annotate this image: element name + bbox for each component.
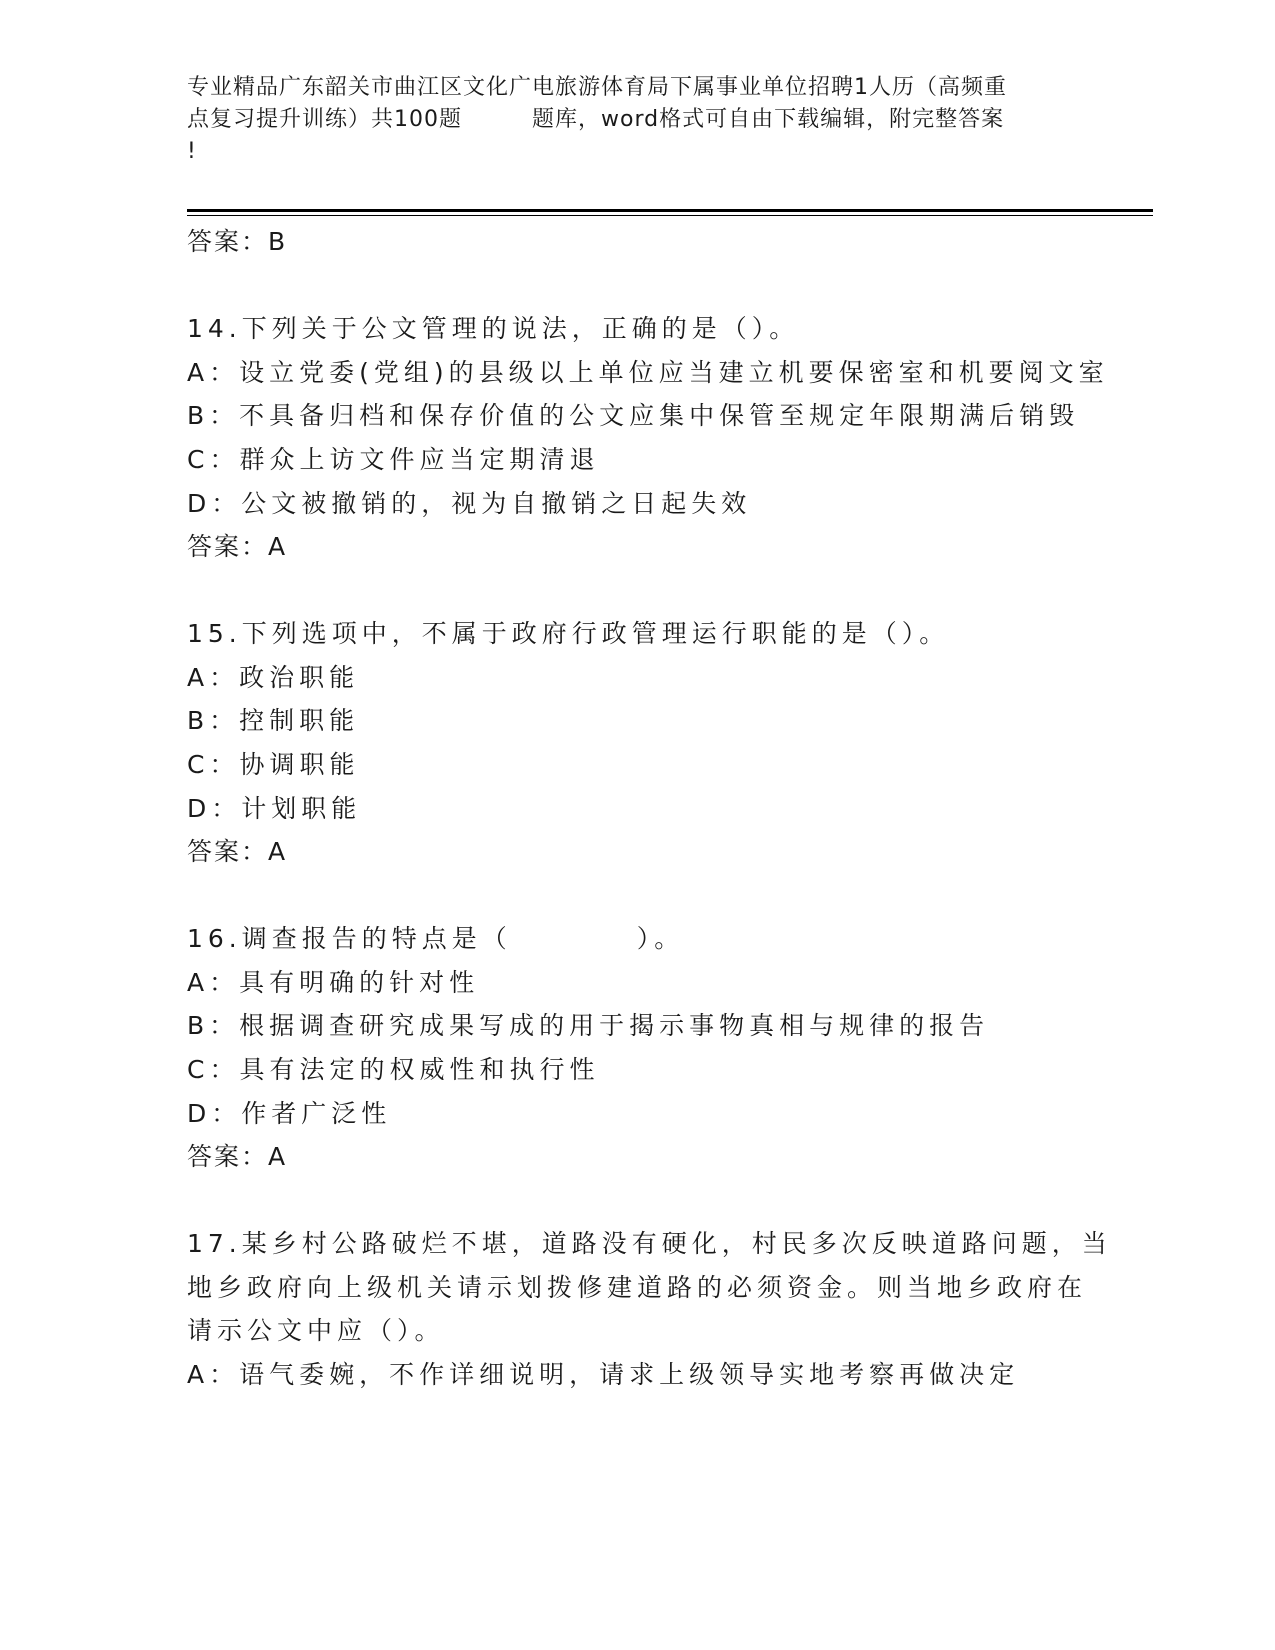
question-14-answer: 答案：A bbox=[187, 532, 288, 561]
question-17-stem-line-2: 地乡政府向上级机关请示划拨修建道路的必须资金。则当地乡政府在 bbox=[187, 1273, 1088, 1302]
header-divider-thick bbox=[187, 209, 1153, 212]
header-line-2a: 点复习提升训练）共100题 bbox=[187, 107, 462, 132]
question-16-answer: 答案：A bbox=[187, 1142, 288, 1171]
header-line-2b: 题库，word格式可自由下载编辑，附完整答案 bbox=[532, 107, 1005, 132]
question-16-stem bbox=[187, 923, 684, 955]
header-divider-thin bbox=[187, 215, 1153, 216]
question-15-answer: 答案：A bbox=[187, 837, 288, 866]
question-16-stem-part-1: 16.调查报告的特点是（ bbox=[187, 924, 512, 953]
header-line-2 bbox=[187, 104, 1087, 136]
question-15-stem: 15.下列选项中，不属于政府行政管理运行职能的是（）。 bbox=[187, 619, 950, 648]
question-16-option-b: B：根据调查研究成果写成的用于揭示事物真相与规律的报告 bbox=[187, 1011, 990, 1040]
question-17-stem-line-3: 请示公文中应（）。 bbox=[187, 1316, 445, 1345]
question-15-option-d: D：计划职能 bbox=[187, 794, 362, 823]
document-header bbox=[187, 72, 1087, 168]
question-14-option-c: C：群众上访文件应当定期清退 bbox=[187, 445, 600, 474]
question-16-stem-part-2: ）。 bbox=[636, 924, 685, 953]
question-14-option-a: A：设立党委(党组)的县级以上单位应当建立机要保密室和机要阅文室 bbox=[187, 358, 1109, 387]
question-17-stem-line-1: 17.某乡村公路破烂不堪，道路没有硬化，村民多次反映道路问题，当 bbox=[187, 1229, 1112, 1258]
question-15-option-c: C：协调职能 bbox=[187, 750, 360, 779]
question-16-option-c: C：具有法定的权威性和执行性 bbox=[187, 1055, 600, 1084]
question-16-option-a: A：具有明确的针对性 bbox=[187, 968, 480, 997]
question-15-option-b: B：控制职能 bbox=[187, 706, 360, 735]
previous-answer: 答案：B bbox=[187, 227, 288, 256]
question-14-option-b: B：不具备归档和保存价值的公文应集中保管至规定年限期满后销毁 bbox=[187, 401, 1080, 430]
question-14-stem: 14.下列关于公文管理的说法，正确的是（）。 bbox=[187, 314, 800, 343]
question-15-option-a: A：政治职能 bbox=[187, 663, 360, 692]
question-16-option-d: D：作者广泛性 bbox=[187, 1099, 392, 1128]
question-17-option-a: A：语气委婉，不作详细说明，请求上级领导实地考察再做决定 bbox=[187, 1360, 1020, 1389]
question-14-option-d: D：公文被撤销的，视为自撤销之日起失效 bbox=[187, 489, 752, 518]
header-line-1: 专业精品广东韶关市曲江区文化广电旅游体育局下属事业单位招聘1人历（高频重 bbox=[187, 75, 1007, 100]
header-line-3: ! bbox=[187, 139, 197, 164]
